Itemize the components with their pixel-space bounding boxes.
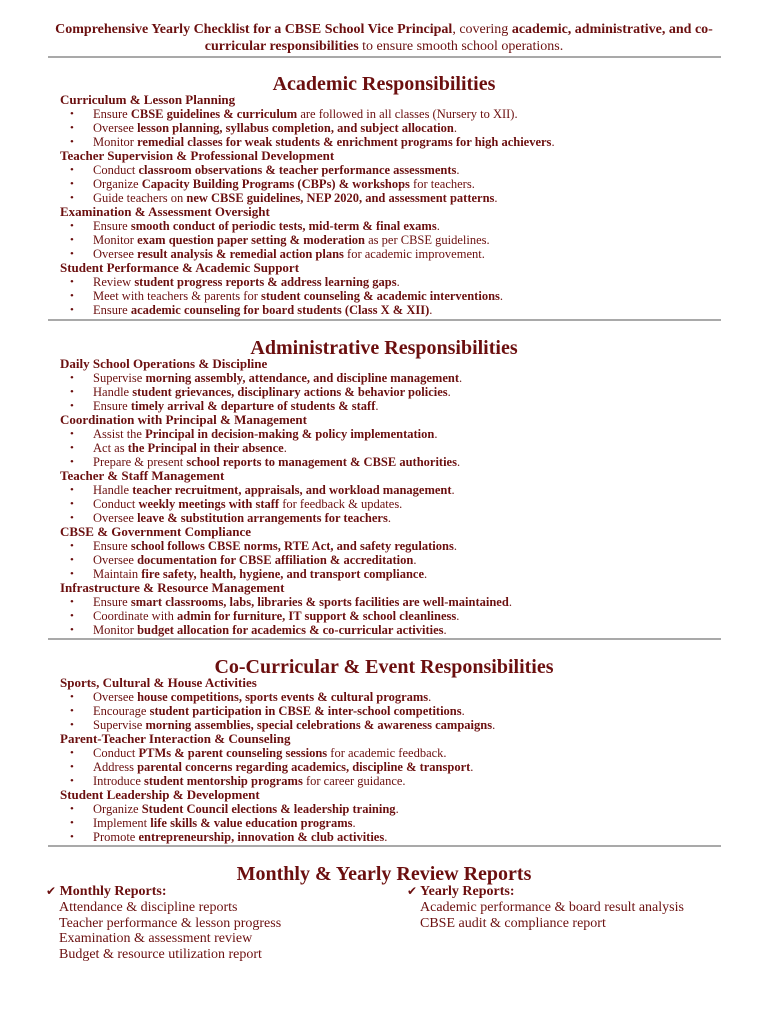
check-icon: ✔ [46, 884, 57, 898]
item-text: Ensure [93, 399, 131, 413]
group-list [60, 802, 720, 844]
item-text: . [461, 704, 465, 718]
item-bold: CBSE guidelines & curriculum [130, 107, 298, 121]
item-text: . [453, 121, 457, 135]
bullet-icon: • [70, 456, 74, 468]
item-text: . [492, 718, 496, 732]
item-text: . [508, 595, 512, 609]
bullet-icon: • [70, 484, 74, 496]
list-item [60, 718, 720, 732]
item-text: . [375, 399, 379, 413]
item-text: Oversee [93, 690, 138, 704]
bullet-icon: • [70, 442, 74, 454]
list-item [60, 121, 720, 135]
group-heading: Daily School Operations & Discipline [60, 356, 268, 371]
item-text: . [387, 511, 391, 525]
item-text: for academic feedback. [327, 746, 447, 760]
item-bold: PTMs & parent counseling sessions [138, 746, 328, 760]
item-text: Conduct [93, 746, 139, 760]
item-text: for academic improvement. [343, 247, 485, 261]
section-title-co-curricular: Co-Curricular & Event Responsibilities [214, 656, 554, 678]
list-item [60, 690, 720, 704]
group-list [60, 690, 720, 732]
item-bold: timely arrival & departure of students & staff [130, 399, 376, 413]
list-item [60, 802, 720, 816]
bullet-icon: • [70, 705, 74, 717]
intro-scope-bold: academic, administrative, and co-curricular responsibilities [204, 22, 713, 54]
item-text: Monitor [93, 233, 138, 247]
item-text: Review [93, 275, 135, 289]
item-bold: student progress reports & address learning gaps [134, 275, 397, 289]
heading-text: Monthly Reports: [59, 884, 167, 899]
section-academic [60, 93, 720, 317]
group-heading: Teacher Supervision & Professional Development [60, 148, 335, 163]
bullet-icon: • [70, 192, 74, 204]
item-text: Prepare & present [93, 455, 187, 469]
item-text: . [447, 385, 451, 399]
list-item [60, 385, 720, 399]
list-item [60, 247, 720, 261]
item-text: Supervise [93, 718, 146, 732]
yearly-reports [407, 883, 727, 931]
item-bold: student grievances, disciplinary actions & behavior policies [132, 385, 448, 399]
item-text: Oversee [93, 121, 138, 135]
intro-text-end: to ensure smooth school operations. [358, 38, 564, 54]
item-text: . [413, 553, 417, 567]
item-text: . [434, 427, 438, 441]
item-bold: house competitions, sports events & cultural programs [137, 690, 429, 704]
item-text: . [384, 830, 388, 844]
item-text: . [451, 483, 455, 497]
item-text: are followed in all classes (Nursery to XII). [297, 107, 518, 121]
item-bold: morning assemblies, special celebrations & awareness campaigns [145, 718, 493, 732]
list-item [60, 553, 720, 567]
bullet-icon: • [70, 817, 74, 829]
divider [48, 638, 721, 640]
item-bold: teacher recruitment, appraisals, and workload management [132, 483, 452, 497]
item-bold: leave & substitution arrangements for teachers [137, 511, 388, 525]
list-item [60, 483, 720, 497]
item-text: Oversee [93, 511, 138, 525]
item-text: Monitor [93, 623, 138, 637]
list-item [60, 567, 720, 581]
bullet-icon: • [70, 761, 74, 773]
list-item [60, 539, 720, 553]
item-text: Oversee [93, 553, 138, 567]
group-heading: Teacher & Staff Management [60, 468, 225, 483]
list-item: Attendance & discipline reports [59, 900, 238, 915]
item-bold: academic counseling for board students (Class X & XII) [130, 303, 430, 317]
item-bold: result analysis & remedial action plans [137, 247, 344, 261]
intro-title-bold: Comprehensive Yearly Checklist for a CBSE School Vice Principal [55, 22, 453, 37]
item-text: Address [93, 760, 138, 774]
item-bold: student mentorship programs [144, 774, 303, 788]
item-bold: entrepreneurship, innovation & club activities [138, 830, 385, 844]
list-item [60, 595, 720, 609]
item-text: for teachers. [409, 177, 475, 191]
bullet-icon: • [70, 428, 74, 440]
intro-paragraph [48, 22, 720, 55]
item-text: . [443, 623, 447, 637]
group-list [60, 746, 720, 788]
item-bold: life skills & value education programs [150, 816, 353, 830]
group-list [60, 483, 720, 525]
item-bold: new CBSE guidelines, NEP 2020, and assessment patterns [186, 191, 495, 205]
bullet-icon: • [70, 234, 74, 246]
bullet-icon: • [70, 220, 74, 232]
item-text: Supervise [93, 371, 146, 385]
bullet-icon: • [70, 554, 74, 566]
group-heading: CBSE & Government Compliance [60, 524, 252, 539]
item-text: Ensure [93, 303, 131, 317]
item-text: Meet with teachers & parents for [93, 289, 261, 303]
item-text: . [456, 609, 460, 623]
check-icon: ✔ [407, 884, 418, 898]
heading-text: Yearly Reports: [420, 884, 515, 899]
item-bold: Principal in decision-making & policy implementation [145, 427, 435, 441]
item-text: Promote [93, 830, 139, 844]
item-bold: smooth conduct of periodic tests, mid-term & final exams [130, 219, 437, 233]
monthly-reports [46, 883, 376, 962]
group-heading: Sports, Cultural & House Activities [60, 675, 257, 690]
item-text: . [459, 371, 463, 385]
item-text: for feedback & updates. [279, 497, 403, 511]
section-co-curricular [60, 676, 720, 844]
bullet-icon: • [70, 372, 74, 384]
bullet-icon: • [70, 831, 74, 843]
item-text: Ensure [93, 107, 131, 121]
group-list [60, 107, 720, 149]
item-bold: Student Council elections & leadership training [141, 802, 396, 816]
item-text: Coordinate with [93, 609, 178, 623]
item-bold: school follows CBSE norms, RTE Act, and safety regulations [130, 539, 454, 553]
item-bold: admin for furniture, IT support & school cleanliness [177, 609, 457, 623]
list-item [60, 746, 720, 760]
item-bold: classroom observations & teacher performance assessments [138, 163, 457, 177]
item-bold: student counseling & academic interventions [261, 289, 500, 303]
bullet-icon: • [70, 108, 74, 120]
item-bold: lesson planning, syllabus completion, and subject allocation [137, 121, 454, 135]
list-item [60, 704, 720, 718]
bullet-icon: • [70, 386, 74, 398]
group-list [60, 275, 720, 317]
item-bold: Capacity Building Programs (CBPs) & workshops [141, 177, 410, 191]
bullet-icon: • [70, 512, 74, 524]
item-text: . [494, 191, 498, 205]
item-text: . [429, 303, 433, 317]
section-title-reports: Monthly & Yearly Review Reports [236, 863, 532, 885]
bullet-icon: • [70, 803, 74, 815]
divider [48, 845, 721, 847]
list-item: Budget & resource utilization report [59, 946, 262, 962]
item-text: Ensure [93, 595, 131, 609]
bullet-icon: • [70, 290, 74, 302]
list-item [60, 233, 720, 247]
list-item [60, 427, 720, 441]
group-heading: Curriculum & Lesson Planning [60, 92, 236, 107]
monthly-reports-heading [46, 883, 376, 900]
list-item [60, 830, 720, 844]
group-list [60, 371, 720, 413]
item-text: Ensure [93, 219, 131, 233]
item-text: . [424, 567, 428, 581]
item-bold: weekly meetings with staff [138, 497, 280, 511]
group-list [60, 539, 720, 581]
item-bold: exam question paper setting & moderation [137, 233, 365, 247]
item-text: Oversee [93, 247, 138, 261]
list-item [60, 177, 720, 191]
item-text: Organize [93, 177, 142, 191]
bullet-icon: • [70, 596, 74, 608]
divider [48, 56, 721, 58]
bullet-icon: • [70, 747, 74, 759]
list-item [60, 289, 720, 303]
bullet-icon: • [70, 568, 74, 580]
bullet-icon: • [70, 178, 74, 190]
bullet-icon: • [70, 248, 74, 260]
divider [48, 319, 721, 321]
group-list [60, 219, 720, 261]
item-bold: smart classrooms, labs, libraries & sports facilities are well-maintained [130, 595, 509, 609]
item-text: . [428, 690, 432, 704]
item-text: . [456, 455, 461, 469]
list-item: Examination & assessment review [59, 931, 253, 947]
list-item [60, 609, 720, 623]
list-item [60, 455, 720, 469]
item-text: . [395, 802, 399, 816]
item-text: Encourage [93, 704, 150, 718]
intro-text: , covering [452, 22, 512, 37]
item-text: Maintain [93, 567, 142, 581]
item-bold: morning assembly, attendance, and discipline management [145, 371, 459, 385]
list-item [60, 163, 720, 177]
group-heading: Coordination with Principal & Management [60, 412, 307, 427]
item-text: Handle [93, 483, 133, 497]
group-heading: Parent-Teacher Interaction & Counseling [60, 731, 291, 746]
bullet-icon: • [70, 540, 74, 552]
item-text: Implement [93, 816, 151, 830]
bullet-icon: • [70, 719, 74, 731]
item-bold: parental concerns regarding academics, discipline & transport [137, 760, 471, 774]
item-text: Conduct [93, 497, 139, 511]
list-item: CBSE audit & compliance report [420, 915, 606, 931]
group-heading: Examination & Assessment Oversight [60, 204, 270, 219]
bullet-icon: • [70, 498, 74, 510]
item-text: Assist the [93, 427, 146, 441]
group-list [60, 427, 720, 469]
item-text: . [436, 219, 440, 233]
list-item [60, 399, 720, 413]
list-item [60, 816, 720, 830]
bullet-icon: • [70, 775, 74, 787]
item-bold: student participation in CBSE & inter-school competitions [149, 704, 462, 718]
group-list [60, 595, 720, 637]
item-text: Conduct [93, 163, 139, 177]
item-text: . [470, 760, 474, 774]
item-text: Handle [93, 385, 133, 399]
list-item [60, 623, 720, 637]
group-list [60, 163, 720, 205]
list-item [60, 135, 720, 149]
list-item [60, 371, 720, 385]
item-text: . [551, 135, 555, 149]
item-text: Act as [93, 441, 128, 455]
list-item [60, 497, 720, 511]
item-text: Introduce [93, 774, 145, 788]
bullet-icon: • [70, 610, 74, 622]
list-item [60, 107, 720, 121]
section-title-administrative: Administrative Responsibilities [250, 337, 518, 359]
bullet-icon: • [70, 136, 74, 148]
bullet-icon: • [70, 122, 74, 134]
item-text: Organize [93, 802, 142, 816]
group-heading: Student Leadership & Development [60, 787, 260, 802]
list-item: Teacher performance & lesson progress [59, 915, 282, 931]
item-text: as per CBSE guidelines. [365, 233, 490, 247]
list-item: Academic performance & board result analysis [420, 900, 684, 915]
item-bold: budget allocation for academics & co-curricular activities [137, 623, 444, 637]
item-text: . [499, 289, 504, 303]
list-item [60, 441, 720, 455]
item-bold: the Principal in their absence [127, 441, 284, 455]
bullet-icon: • [70, 691, 74, 703]
list-item [60, 511, 720, 525]
item-text: . [453, 539, 457, 553]
item-text: . [456, 163, 460, 177]
bullet-icon: • [70, 276, 74, 288]
item-text: Guide teachers on [93, 191, 187, 205]
list-item [60, 275, 720, 289]
bullet-icon: • [70, 304, 74, 316]
item-bold: fire safety, health, hygiene, and transport compliance [141, 567, 425, 581]
item-text: Ensure [93, 539, 131, 553]
list-item [60, 219, 720, 233]
item-text: . [396, 275, 400, 289]
section-administrative [60, 357, 720, 637]
item-text: . [352, 816, 356, 830]
section-title-academic: Academic Responsibilities [272, 73, 496, 95]
list-item [60, 760, 720, 774]
bullet-icon: • [70, 164, 74, 176]
bullet-icon: • [70, 400, 74, 412]
group-heading: Infrastructure & Resource Management [60, 580, 285, 595]
item-bold: remedial classes for weak students & enrichment programs for high achievers [137, 135, 552, 149]
yearly-reports-heading [407, 883, 727, 900]
item-bold: school reports to management & CBSE authorities [186, 455, 457, 469]
list-item [60, 303, 720, 317]
item-text: Monitor [93, 135, 138, 149]
item-bold: documentation for CBSE affiliation & accreditation [137, 553, 414, 567]
bullet-icon: • [70, 624, 74, 636]
item-text: . [283, 441, 287, 455]
list-item [60, 774, 720, 788]
group-heading: Student Performance & Academic Support [60, 260, 300, 275]
list-item [60, 191, 720, 205]
item-text: for career guidance. [302, 774, 406, 788]
